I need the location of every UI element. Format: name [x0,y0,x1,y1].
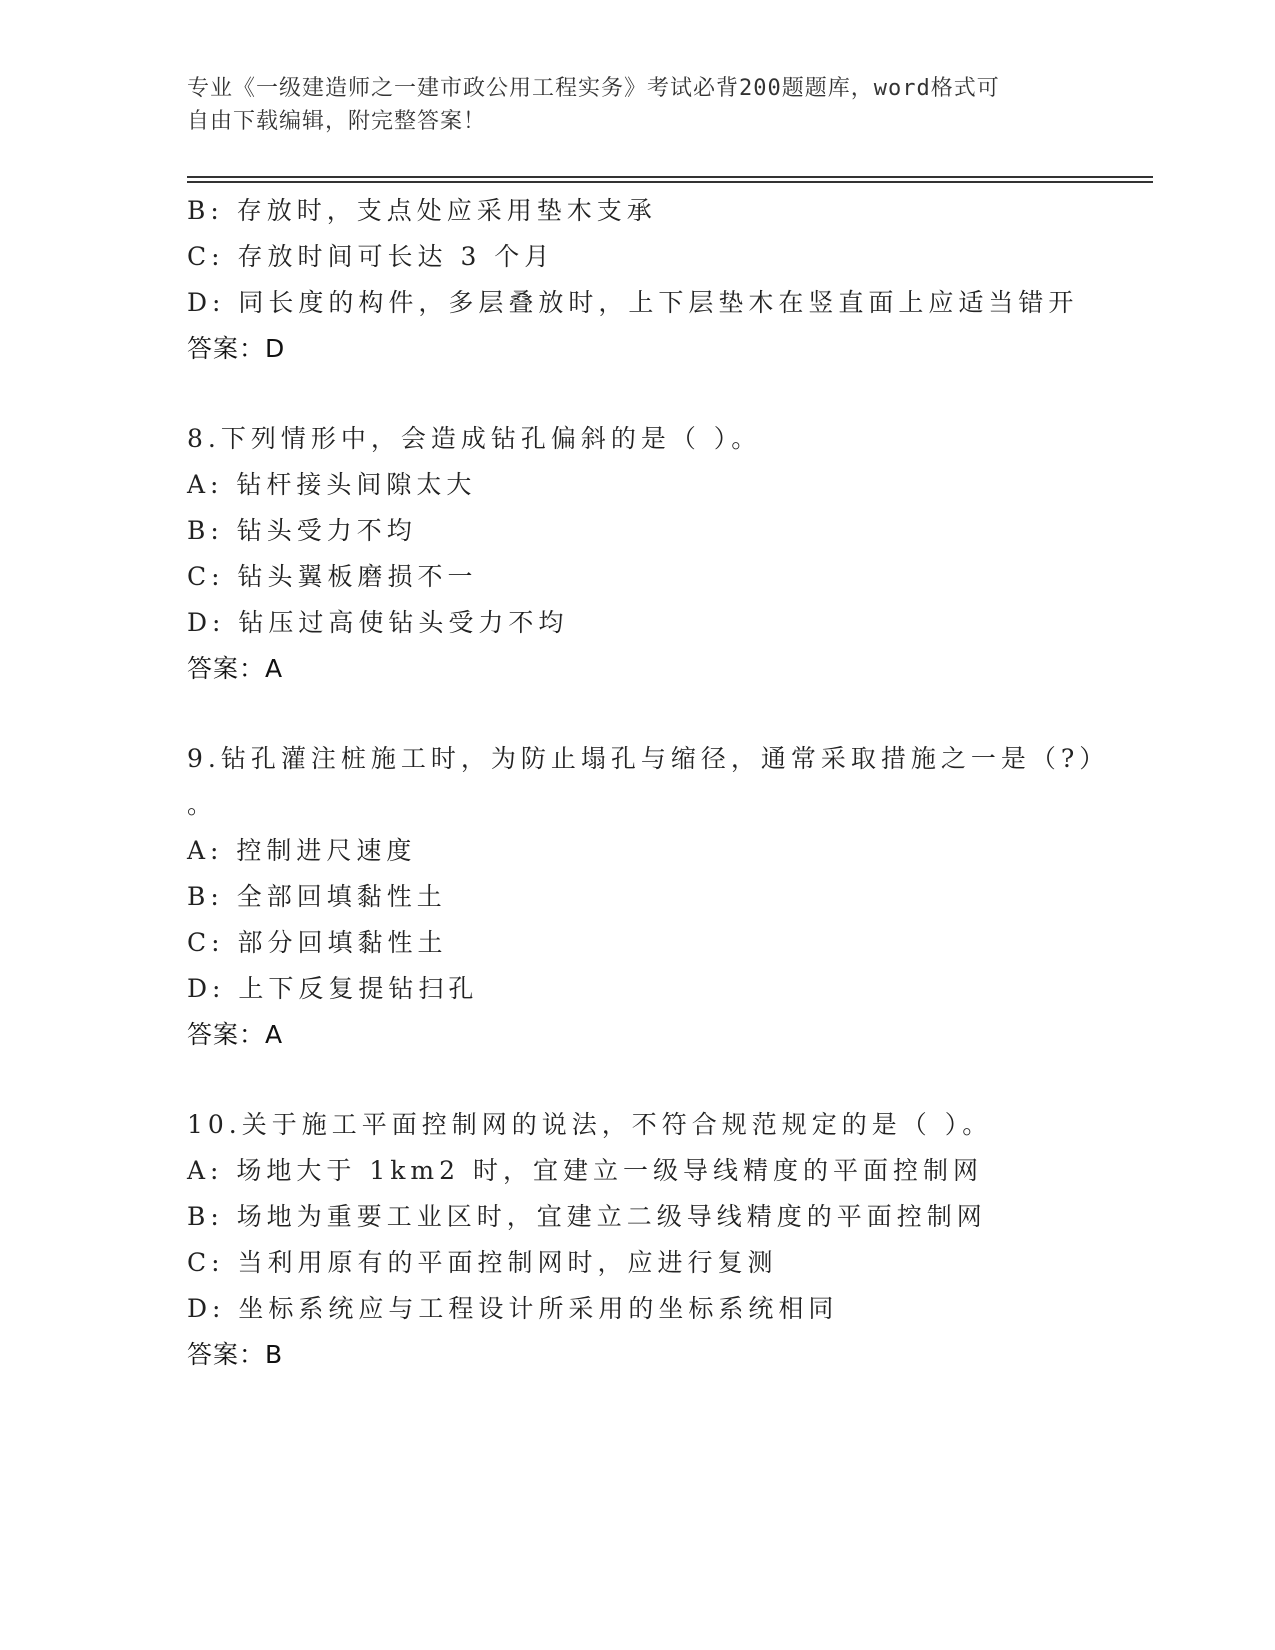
question-text-continued: 。 [187,790,213,819]
header-line-1: 专业《一级建造师之一建市政公用工程实务》考试必背200题题库，word格式可 [187,76,1000,101]
option-d: D: 同长度的构件，多层叠放时，上下层垫木在竖直面上应适当错开 [187,288,1079,317]
question-text: 9.钻孔灌注桩施工时，为防止塌孔与缩径，通常采取措施之一是（?） [187,744,1110,773]
option-a: A: 控制进尺速度 [187,836,417,865]
answer: 答案：D [187,334,286,363]
question-10 [187,1102,1153,1378]
header-line-2: 自由下载编辑，附完整答案！ [187,109,487,134]
option-b: B: 场地为重要工业区时，宜建立二级导线精度的平面控制网 [187,1202,987,1231]
option-b: B: 全部回填黏性土 [187,882,447,911]
option-c: C: 部分回填黏性土 [187,928,448,957]
question-7 [187,188,1153,372]
option-d: D: 钻压过高使钻头受力不均 [187,608,569,637]
question-text: 10.关于施工平面控制网的说法，不符合规范规定的是（ ）。 [187,1110,993,1139]
option-c: C: 钻头翼板磨损不一 [187,562,478,591]
question-text: 8.下列情形中，会造成钻孔偏斜的是（ ）。 [187,424,762,453]
answer: 答案：B [187,1340,284,1369]
option-d: D: 坐标系统应与工程设计所采用的坐标系统相同 [187,1294,839,1323]
option-b: B: 存放时，支点处应采用垫木支承 [187,196,657,225]
option-b: B: 钻头受力不均 [187,516,417,545]
option-c: C: 存放时间可长达 3 个月 [187,242,555,271]
option-c: C: 当利用原有的平面控制网时，应进行复测 [187,1248,778,1277]
document-header [187,72,1087,138]
header-divider-bottom [187,181,1153,183]
question-8 [187,416,1153,692]
option-d: D: 上下反复提钻扫孔 [187,974,479,1003]
answer: 答案：A [187,654,284,683]
question-9 [187,736,1153,1058]
question-list [187,188,1153,1378]
header-divider-top [187,176,1153,178]
option-a: A: 场地大于 1km2 时，宜建立一级导线精度的平面控制网 [187,1156,983,1185]
option-a: A: 钻杆接头间隙太大 [187,470,477,499]
answer: 答案：A [187,1020,284,1049]
